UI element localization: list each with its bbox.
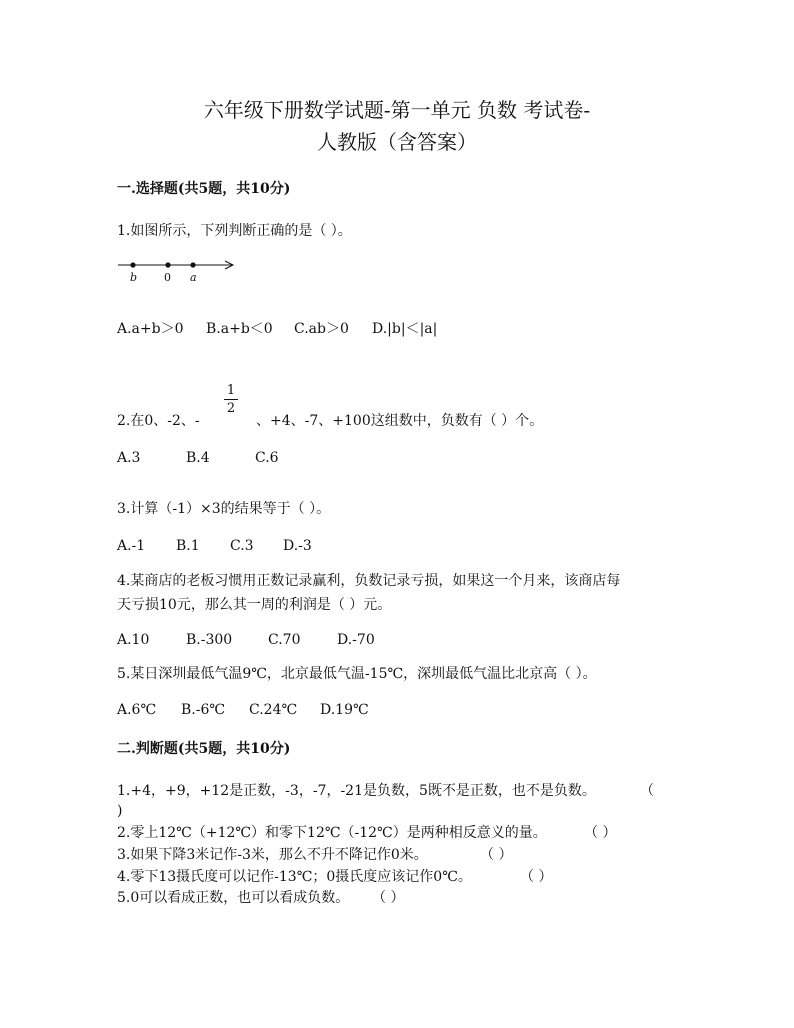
page-title-line1: 六年级下册数学试题-第一单元 负数 考试卷- [203,98,591,122]
page-title-line2: 人教版（含答案） [317,130,477,154]
q3-option-d: D.-3 [283,538,312,554]
q3-stem: 3.计算（-1）×3的结果等于（ ）。 [117,501,331,517]
q4-option-a: A.10 [117,632,150,648]
judge-item-3: 3.如果下降3米记作-3米，那么不升不降记作0米。 [117,847,428,863]
q2-stem-before: 2.在0、-2、- [117,413,200,429]
q2-option-b: B.4 [186,450,210,466]
q3-option-a: A.-1 [117,538,146,554]
number-line-figure [114,256,244,286]
q5-option-a: A.6℃ [117,702,157,718]
point-b [130,262,135,267]
section2-heading: 二.判断题(共5题，共10分) [117,741,291,757]
judge-item-5-bracket: （ ） [372,890,405,906]
q5-option-b: B.-6℃ [181,702,226,718]
q3-option-c: C.3 [230,538,254,554]
q2-option-a: A.3 [117,450,141,466]
fraction-bar [224,399,238,400]
q1-stem: 1.如图所示，下列判断正确的是（ ）。 [117,223,352,239]
q1-option-a: A.a+b＞0 [117,321,184,337]
point-a [190,262,195,267]
judge-item-2: 2.零上12℃（+12℃）和零下12℃（-12℃）是两种相反意义的量。 [117,825,547,841]
judge-item-4: 4.零下13摄氏度可以记作-13℃；0摄氏度应该记作0℃。 [117,869,472,885]
judge-item-1-bracket-open: （ [640,783,654,799]
q4-stem-line2: 天亏损10元，那么其一周的利润是（ ）元。 [117,597,392,613]
q1-option-c: C.ab＞0 [294,321,349,337]
judge-item-1: 1.+4，+9，+12是正数，-3，-7，-21是负数，5既不是正数，也不是负数。 [117,783,596,799]
q4-option-c: C.70 [268,632,301,648]
fraction-numerator: 1 [226,383,236,398]
q2-fraction [222,383,240,416]
q1-option-b: B.a+b＜0 [206,321,273,337]
judge-item-4-bracket: （ ） [520,869,553,885]
q4-stem-line1: 4.某商店的老板习惯用正数记录赢利，负数记录亏损，如果这一个月来，该商店每 [117,573,621,589]
judge-item-3-bracket: （ ） [480,847,513,863]
q4-option-b: B.-300 [186,632,233,648]
judge-item-2-bracket: （ ） [584,825,617,841]
label-b: b [130,271,138,284]
q5-option-d: D.19℃ [320,702,369,718]
q3-option-b: B.1 [176,538,200,554]
judge-item-1-bracket-close: ) [117,803,123,819]
judge-item-5: 5.0可以看成正数，也可以看成负数。 [117,890,350,906]
q2-stem-after: 、+4、-7、+100这组数中，负数有（ ）个。 [256,413,544,429]
q2-option-c: C.6 [255,450,279,466]
label-a: a [190,271,197,284]
label-zero: 0 [164,271,171,284]
section1-heading: 一.选择题(共5题，共10分) [117,181,291,197]
q1-option-d: D.|b|＜|a| [372,321,438,337]
fraction-denominator: 2 [226,401,236,416]
q5-stem: 5.某日深圳最低气温9℃，北京最低气温-15℃，深圳最低气温比北京高（ ）。 [117,666,597,682]
q4-option-d: D.-70 [337,632,375,648]
q5-option-c: C.24℃ [249,702,298,718]
point-zero [165,262,170,267]
